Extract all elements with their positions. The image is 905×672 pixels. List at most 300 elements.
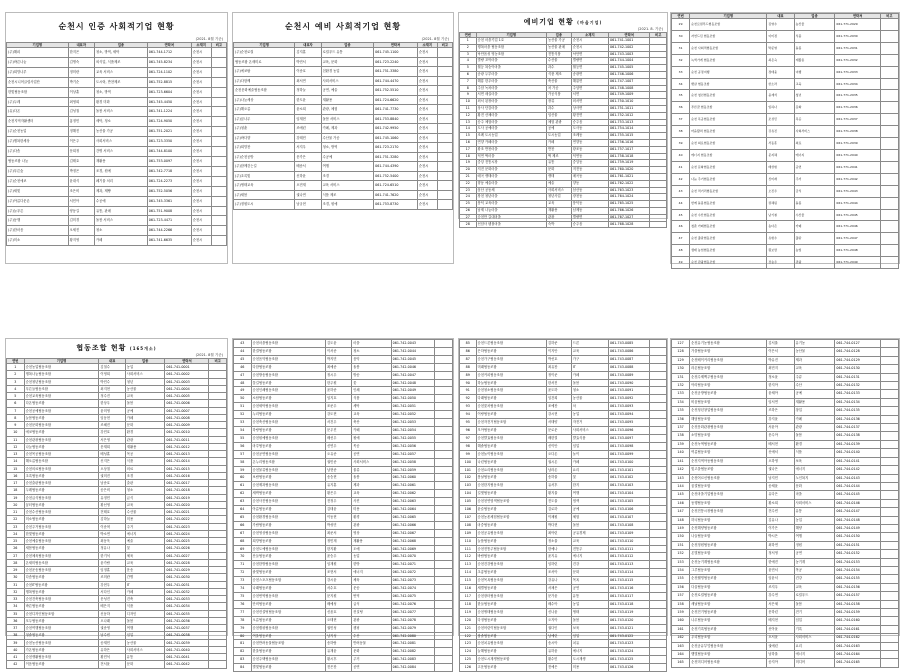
table-cell: 061-752-5400 (374, 171, 418, 181)
table-cell: 정원 (794, 541, 835, 549)
table-cell: 카페 (794, 415, 835, 423)
table-cell: 129 (672, 356, 690, 364)
table-cell: 한빛협동조합 (24, 530, 99, 537)
table-cell: 순천시 (191, 196, 211, 206)
table-cell: 남라온 (546, 466, 571, 474)
table-cell: 원예 (352, 434, 391, 442)
table-cell: 30 (7, 574, 25, 581)
table-cell: 오다온 (546, 450, 571, 458)
table-cell: (주)다솜 (7, 147, 69, 157)
table-row (672, 600, 899, 608)
table-cell: 061-742-0057 (391, 450, 435, 458)
table-cell: 순천시 (417, 200, 437, 210)
table-cell: 061-741-0007 (165, 407, 209, 414)
village-enterprise-panel (458, 12, 668, 226)
table-cell: 71 (234, 561, 252, 569)
table-row (460, 482, 667, 490)
table-row (7, 371, 227, 378)
table-cell: 오민재 (295, 181, 321, 191)
table-cell (650, 474, 667, 482)
table-cell: 청소, 방역 (94, 87, 147, 97)
table-cell (650, 640, 667, 648)
table-row (234, 419, 453, 427)
table-cell: 061-745-8234 (147, 57, 191, 67)
table-cell: 순천자전거협동조합 (476, 419, 546, 427)
table-cell: 순천생태협동조합 (476, 608, 546, 616)
table-cell (209, 516, 227, 523)
table-cell: 공연 (352, 450, 391, 458)
table-cell: (주)초록빛 (234, 171, 295, 181)
table-row (234, 426, 453, 434)
table-row (234, 616, 453, 624)
table-cell: 미소협동조합 (24, 516, 99, 523)
column-header: 업종 (546, 33, 571, 38)
table-cell: 061-743-0112 (609, 553, 650, 561)
table-cell (650, 585, 667, 593)
table-row (672, 592, 899, 600)
table-cell: 송은비 (99, 487, 125, 494)
table-cell (209, 661, 227, 668)
table-cell (650, 167, 667, 174)
table-cell: 순천방송협동조합 (251, 371, 325, 379)
table-cell: (주)나눔세상 (234, 95, 295, 105)
table-cell: 사회서비스 (794, 499, 835, 507)
table-cell: 정하늘 (295, 86, 321, 96)
table-row (460, 640, 667, 648)
table-cell: 주거 (352, 656, 391, 664)
table-cell: 오태현 (325, 616, 351, 624)
table-cell: 별량면 (571, 58, 608, 65)
table-cell: (주)정원도시 (234, 200, 295, 210)
table-cell: 60 (234, 474, 252, 482)
table-cell: 보육 (571, 624, 608, 632)
table-cell: 문화 (125, 661, 165, 668)
table-cell: 새봄협동조합 (24, 545, 99, 552)
table-cell: 제과 (794, 356, 835, 364)
table-cell: 순천건축협동조합 (24, 596, 99, 603)
table-row (460, 442, 667, 450)
table-cell: 순천음악협동조합 (251, 355, 325, 363)
table-cell: 061-756-1016 (609, 139, 650, 146)
table-cell: 환경 (125, 429, 165, 436)
column-header: 기업명 (24, 359, 99, 364)
table-cell: 정서영 (767, 550, 794, 558)
table-cell: 윤도하 (546, 387, 571, 395)
table-cell (435, 640, 453, 648)
table-cell: 로컬푸드 (794, 592, 835, 600)
table-cell: 조혜진 (99, 422, 125, 429)
table-cell: 061-743-0109 (609, 529, 650, 537)
table-cell: 061-754-1014 (609, 126, 650, 133)
table-cell: 144 (672, 482, 690, 490)
table-row (672, 541, 899, 549)
table-cell: 56 (234, 442, 252, 450)
table-cell: 순천농촌체험협동조합 (476, 513, 546, 521)
table-row (234, 537, 453, 545)
table-row (672, 348, 899, 356)
table-cell: 061-744-0145 (835, 491, 880, 499)
table-cell: 황은우 (325, 490, 351, 498)
table-cell: 서면 (571, 92, 608, 99)
table-cell: 문하린 (767, 609, 794, 617)
column-header: 기업명 (234, 43, 295, 48)
table-cell: 배한결 (546, 434, 571, 442)
table-cell: 두레협동조합 (24, 487, 99, 494)
table-cell (211, 87, 226, 97)
table-cell: 54 (234, 426, 252, 434)
data-table (6, 42, 227, 246)
table-row (234, 490, 453, 498)
table-cell: 41 (672, 161, 690, 173)
table-cell: 길벗협동조합 (476, 490, 546, 498)
table-cell (435, 442, 453, 450)
column-header: 연락처 (147, 43, 191, 48)
table-cell: 순천시 (417, 76, 437, 86)
village-enterprise-continued-panel (670, 12, 900, 264)
table-cell: 85 (460, 340, 477, 348)
table-cell: 061-744-0164 (835, 651, 880, 659)
table-row (460, 38, 667, 45)
table-cell: 저전 문화마을 (476, 167, 546, 174)
table-cell: 이지안 (546, 347, 571, 355)
table-cell (880, 440, 898, 448)
table-cell (435, 506, 453, 514)
table-cell: 사회서비스 (794, 126, 835, 138)
table-cell: 요리 (794, 642, 835, 650)
panel-title-text: 협동조합 현황 (76, 344, 127, 352)
table-cell: 37 (672, 114, 690, 126)
table-cell: 카페 (125, 588, 165, 595)
table-cell: 061-743-0117 (609, 593, 650, 601)
table-cell: 061-741-0027 (165, 552, 209, 559)
table-cell: 163 (672, 642, 690, 650)
table-cell: 순천정원협동조합 (690, 541, 767, 549)
table-cell (880, 185, 898, 197)
table-cell: 48 (672, 245, 690, 257)
table-cell (650, 569, 667, 577)
table-cell: 61 (234, 482, 252, 490)
table-cell: 061-744-0163 (835, 642, 880, 650)
table-cell: 061-744-1004 (609, 58, 650, 65)
table-cell: 061-741-0017 (165, 480, 209, 487)
table-cell: 신동하 (99, 610, 125, 617)
table-cell: 윤미영 (99, 407, 125, 414)
table-row (7, 97, 227, 107)
table-cell: 10 (7, 429, 25, 436)
table-cell: 061-741-0032 (165, 588, 209, 595)
table-cell: 농기계 (794, 558, 835, 566)
table-cell: 임업 (571, 442, 608, 450)
table-cell: 목욕 (571, 577, 608, 585)
table-cell: 청춘 카페협동조합 (690, 221, 767, 233)
table-cell: 신미래 (767, 173, 794, 185)
table-cell: 061-744-0154 (835, 566, 880, 574)
table-cell: 061-752-8815 (147, 77, 191, 87)
table-cell: 순천 목공협동조합 (690, 114, 767, 126)
table-cell: 동행협동조합 (690, 499, 767, 507)
table-cell: 061-743-0093 (609, 403, 650, 411)
table-cell (650, 363, 667, 371)
table-cell: 임업 (125, 632, 165, 639)
table-cell (880, 558, 898, 566)
table-cell: 12 (7, 443, 25, 450)
table-cell: 왕조 반찬마을 (476, 146, 546, 153)
table-cell: 사회서비스 (125, 371, 165, 378)
table-cell (435, 545, 453, 553)
table-cell: 생태 (546, 173, 571, 180)
table-cell: 061-742-9950 (374, 124, 418, 134)
table-cell: 폐기물 처리 (94, 176, 147, 186)
table-cell: 가온협동조합 (24, 646, 99, 653)
table-cell: 134 (672, 398, 690, 406)
table-cell: 수산물 (125, 509, 165, 516)
table-cell: 061-743-0113 (609, 561, 650, 569)
table-cell: 음악 (352, 355, 391, 363)
table-cell: 124 (460, 648, 477, 656)
table-cell: 다함협동조합 (251, 363, 325, 371)
table-row (672, 398, 899, 406)
table-cell: 114 (460, 569, 477, 577)
table-cell: 박선호 (546, 355, 571, 363)
table-row (234, 143, 453, 153)
table-cell: 061-741-7620 (374, 190, 418, 200)
table-row (460, 347, 667, 355)
table-cell: 순천시 (191, 67, 211, 77)
table-cell: 154 (672, 566, 690, 574)
table-cell: 116 (460, 585, 477, 593)
table-cell: 159 (672, 609, 690, 617)
table-cell (650, 593, 667, 601)
table-cell (880, 126, 898, 138)
table-cell: (주)해오름 (234, 105, 295, 115)
table-cell: 초록협동조합 (24, 472, 99, 479)
table-cell: 한도윤 (295, 95, 321, 105)
table-cell (650, 561, 667, 569)
table-row (7, 552, 227, 559)
table-cell: 061-771-2040 (835, 149, 880, 161)
table-cell: 순천제과협동조합 (251, 482, 325, 490)
table-row (460, 85, 667, 92)
table-cell: 순천녹색협동조합 (690, 440, 767, 448)
table-cell: 정수진 (99, 393, 125, 400)
table-cell (435, 648, 453, 656)
table-cell: 한지은 (68, 48, 94, 58)
table-cell (209, 574, 227, 581)
table-cell: 061-741-0024 (165, 530, 209, 537)
table-cell (435, 624, 453, 632)
table-cell (880, 617, 898, 625)
table-cell: 27 (460, 214, 477, 221)
table-cell: 교육 (571, 347, 608, 355)
table-cell: 061-745-4450 (147, 97, 191, 107)
table-cell (437, 152, 452, 162)
table-cell: 5 (460, 65, 477, 72)
table-row (672, 30, 899, 42)
table-cell: 새별협동조합 (476, 585, 546, 593)
table-cell (650, 442, 667, 450)
table-cell: 061-743-0094 (609, 411, 650, 419)
table-cell: 돌봄 서비스 (94, 216, 147, 226)
table-row (234, 640, 453, 648)
table-cell: 햇살 협동조합 (690, 78, 767, 90)
table-cell (437, 200, 452, 210)
table-cell: 061-741-0036 (165, 617, 209, 624)
table-cell: 061-743-0099 (609, 450, 650, 458)
table-cell (880, 659, 898, 667)
table-cell: 재활용 (352, 537, 391, 545)
table-cell (437, 86, 452, 96)
table-row (460, 632, 667, 640)
table-cell: 39 (672, 138, 690, 150)
table-cell (880, 651, 898, 659)
table-cell (880, 457, 898, 465)
table-cell: 061-741-0015 (165, 465, 209, 472)
table-cell: 061-749-1009 (609, 92, 650, 99)
table-cell: 강유나 (546, 577, 571, 585)
table-cell (437, 114, 452, 124)
table-cell: 061-742-0052 (391, 411, 435, 419)
table-cell: 나린협동조합 (476, 458, 546, 466)
table-cell: 조미란 (99, 574, 125, 581)
table-cell: 순천시 (417, 171, 437, 181)
table-cell: 061-742-0059 (391, 466, 435, 474)
table-cell: (주)함께걷는길 (234, 162, 295, 172)
table-cell: 이서준 (325, 347, 351, 355)
table-cell: 식품 (794, 30, 835, 42)
table-cell: 김서율 (767, 340, 794, 348)
panel-date: (2021. 8. 기준) (637, 27, 663, 31)
table-cell: 향동 예술마을 (476, 180, 546, 187)
table-cell (880, 642, 898, 650)
table-row (460, 537, 667, 545)
table-cell: 온누리협동조합 (251, 458, 325, 466)
table-cell: 에너지 (352, 569, 391, 577)
table-cell: 133 (672, 390, 690, 398)
data-table (459, 32, 667, 228)
table-cell: 122 (460, 632, 477, 640)
table-row (234, 585, 453, 593)
table-cell: 061-742-0063 (391, 498, 435, 506)
table-cell: 151 (672, 541, 690, 549)
table-cell: 25 (460, 201, 477, 208)
table-cell: 순천공유협동조합 (476, 529, 546, 537)
table-row (672, 19, 899, 31)
table-cell: 순천시 (191, 166, 211, 176)
table-row (234, 133, 453, 143)
table-row (672, 457, 899, 465)
column-header: 대표자 (295, 43, 321, 48)
table-cell (435, 340, 453, 348)
table-cell: 에너지 (794, 466, 835, 474)
table-cell: 바람협동조합 (476, 553, 546, 561)
table-cell: 인쇄 (352, 387, 391, 395)
table-cell: 외식업, 식품제조 (94, 57, 147, 67)
table-cell: 순천지역아동협동조합 (690, 457, 767, 465)
table-cell: 미용 (352, 506, 391, 514)
table-cell: 사회서비스 (571, 426, 608, 434)
table-cell: 순천시 (417, 162, 437, 172)
table-cell (650, 529, 667, 537)
table-cell: 농산물 가공 (94, 127, 147, 137)
table-cell: 순천디자인협동조합 (24, 610, 99, 617)
table-cell: 늘품협동조합 (476, 537, 546, 545)
table-cell (880, 54, 898, 66)
table-row (234, 442, 453, 450)
table-cell: 유서후 (546, 482, 571, 490)
table-cell: 남지민 (767, 474, 794, 482)
table-row (672, 173, 899, 185)
table-cell: 061-744-0149 (835, 524, 880, 532)
table-cell: 061-771-2049 (835, 257, 880, 269)
table-cell: 순천공연협동조합 (251, 450, 325, 458)
table-cell: 한기석 (99, 552, 125, 559)
table-cell: 농산물 (571, 395, 608, 403)
table-cell: 061-744-0133 (835, 390, 880, 398)
table-cell: 순천마을기업협동조합 (690, 491, 767, 499)
table-cell: 문화 (571, 569, 608, 577)
table-cell: 신아윤 (767, 625, 794, 633)
table-cell: 31 (7, 581, 25, 588)
table-row (672, 499, 899, 507)
table-row (234, 648, 453, 656)
table-cell: 정유나 (99, 545, 125, 552)
table-cell: (주)새빛 (7, 186, 69, 196)
table-cell: 순천 의료협동조합 (690, 138, 767, 150)
table-cell: 교육 (352, 411, 391, 419)
table-cell: (주)다함께 (234, 76, 295, 86)
table-cell: 누리협동조합 (251, 411, 325, 419)
table-cell: 5 (7, 393, 25, 400)
table-cell: 11 (460, 105, 477, 112)
table-cell: 문화 (352, 648, 391, 656)
table-cell: 061-742-0043 (391, 340, 435, 348)
column-header: 소재지 (571, 33, 608, 38)
table-cell: 061-741-0040 (165, 646, 209, 653)
table-cell: 소담협동조합 (251, 395, 325, 403)
table-cell: 저전동 (571, 167, 608, 174)
cooperative-column-3 (458, 338, 668, 670)
table-cell: 한지 (571, 482, 608, 490)
table-cell: 061-743-0115 (609, 577, 650, 585)
table-cell (650, 466, 667, 474)
table-cell: 컨설팅 (352, 608, 391, 616)
table-cell: 과수 (546, 65, 571, 72)
table-cell: 도사동 (571, 126, 608, 133)
table-cell (880, 499, 898, 507)
table-cell: 목공 (125, 451, 165, 458)
table-row (7, 226, 227, 236)
table-cell: 061-741-0033 (165, 596, 209, 603)
table-cell: 송하람 (325, 640, 351, 648)
table-cell: 061-753-8840 (374, 114, 418, 124)
table-cell: 061-753-8730 (374, 200, 418, 210)
table-cell: 송채윤 (767, 482, 794, 490)
table-cell: 46 (234, 363, 252, 371)
table-cell: 1 (7, 364, 25, 371)
table-cell: 순천시 (191, 216, 211, 226)
table-row (672, 609, 899, 617)
table-cell (880, 474, 898, 482)
table-cell (880, 524, 898, 532)
table-cell (437, 133, 452, 143)
table-cell: 서지우 (295, 143, 321, 153)
table-cell: 가구 (571, 355, 608, 363)
table-cell: 97 (460, 434, 477, 442)
table-cell (650, 506, 667, 514)
table-cell: 131 (672, 373, 690, 381)
table-cell: 061-743-0110 (609, 537, 650, 545)
table-cell: 061-741-0025 (165, 538, 209, 545)
